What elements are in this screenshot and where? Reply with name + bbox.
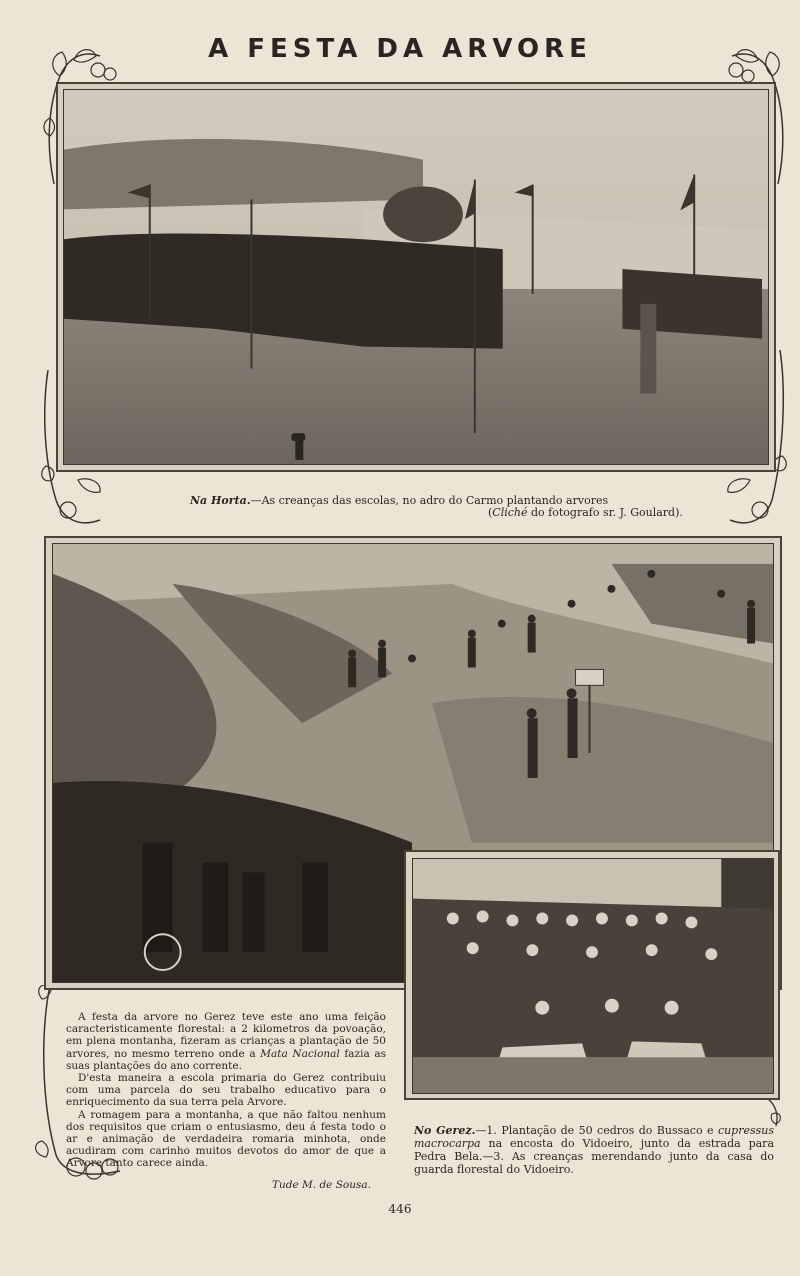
gerez-caption-italic: cupressus macrocarpa [414,1124,775,1150]
article-body [66,1011,386,1170]
gerez-caption-part2: na encosta do Vidoeiro, junto da estrada para Pedra Bela.—3. As creanças merendando junto da casa do guarda florestal do Vidoeiro. [414,1137,774,1176]
photo-gerez-children-picnic [412,858,774,1094]
photo-horta-tree-planting [63,89,769,465]
gerez-caption [414,1124,774,1176]
photo1-caption-text: —As creanças das escolas, no adro do Carmo plantando arvores [250,494,609,507]
photo1-credit-rest: do fotografo sr. J. Goulard). [527,506,683,519]
photo1-credit-cliche: Cliché [492,506,528,519]
article-p1-text: A festa da arvore no Gerez teve este ano uma feição caracteristicamente florestal: a 2 kilometros da povoação, em plena montanha, fizeram as crianças a plantação de 50 arvores, no mesmo terreno onde a [66,1011,386,1060]
gerez-place: No Gerez. [414,1124,476,1137]
page-title: A FESTA DA ARVORE [208,34,592,64]
article-paragraph-3: A romagem para a montanha, a que não faltou nenhum dos requisitos que criam o entusiasmo, deu á festa todo o ar e animação de verdadeira romaria minhota, onde acudiram com carinho muitos devotos do amor de que a Arvore tanto carece ainda. [66,1108,386,1170]
article-signature: Tude M. de Sousa. [272,1179,372,1191]
photo1-place: Na Horta. [190,494,251,507]
article-p1-italic: Mata Nacional [260,1047,340,1060]
gerez-caption-part1: —1. Plantação de 50 cedros do Bussaco e [475,1124,718,1137]
photo1-credit-open: ( [488,506,493,519]
article-p1-text-end: fazia as suas plantações do ano corrente. [66,1047,386,1072]
article-paragraph-1 [66,1011,386,1072]
photo1-credit [488,506,708,519]
article-paragraph-2: D'esta maneira a escola primaria do Gerez contribuiu com uma parcela do seu trabalho educativo para o enriquecimento da sua terra pela Arvore. [66,1072,386,1109]
page-number: 446 [388,1202,412,1216]
